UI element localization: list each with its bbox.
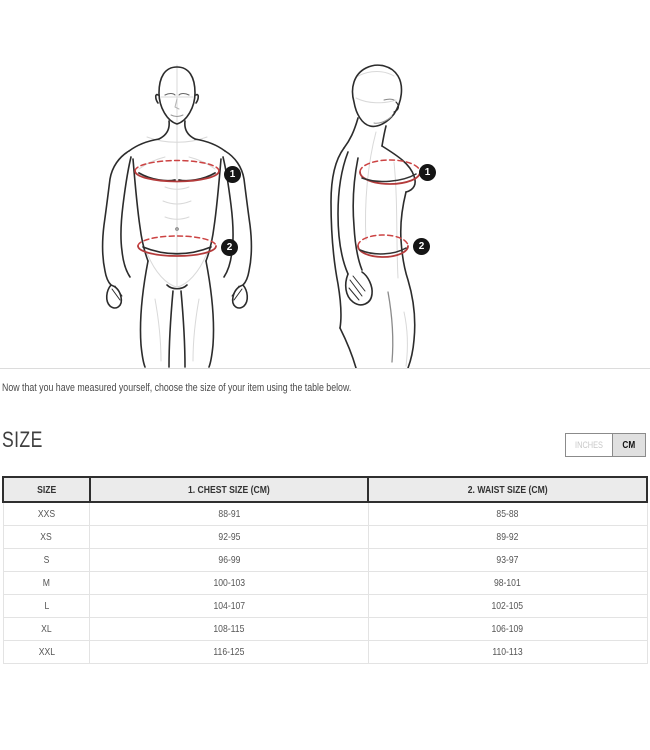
cell-chest-label: 104-107 [213, 599, 245, 612]
cell-waist [368, 594, 647, 617]
table-row [3, 617, 647, 640]
cell-waist-label: 85-88 [496, 507, 519, 520]
unit-toggle [565, 433, 646, 457]
cell-size-label: XXL [38, 645, 55, 658]
cell-chest-label: 88-91 [218, 507, 241, 520]
section-divider [0, 368, 650, 369]
side-waist-marker-badge: 2 [413, 238, 430, 255]
cell-waist-label: 106-109 [491, 622, 524, 635]
table-row [3, 502, 647, 525]
cell-size [3, 548, 90, 571]
inches-toggle-button[interactable] [566, 434, 613, 456]
cell-size-label: S [43, 553, 50, 566]
instruction-text-label: Now that you have measured yourself, choose the size of your item using the table below. [2, 382, 352, 394]
cell-size [3, 594, 90, 617]
cell-chest [90, 525, 369, 548]
front-waist-marker-badge: 2 [221, 239, 238, 256]
table-row [3, 594, 647, 617]
cm-toggle-label: CM [622, 439, 636, 451]
cell-size [3, 571, 90, 594]
header-size-label: SIZE [36, 483, 57, 496]
cell-chest [90, 502, 369, 525]
cell-chest [90, 640, 369, 663]
table-row [3, 548, 647, 571]
cell-chest [90, 594, 369, 617]
cell-waist-label: 98-101 [494, 576, 522, 589]
cell-waist [368, 502, 647, 525]
cell-size-label: XL [41, 622, 52, 635]
cell-size-label: XXS [37, 507, 56, 520]
cell-size-label: XS [40, 530, 53, 543]
cell-chest-label: 100-103 [213, 576, 245, 589]
size-chart-table [2, 476, 648, 664]
size-section-heading [2, 427, 53, 453]
front-chest-marker-badge: 1 [224, 166, 241, 183]
cell-chest-label: 108-115 [213, 622, 245, 635]
cell-size-label: M [42, 576, 51, 589]
header-waist [368, 477, 647, 502]
side-body-measurement-illustration [328, 62, 438, 368]
header-chest-label: 1. CHEST SIZE (CM) [188, 483, 271, 496]
cell-waist [368, 525, 647, 548]
cell-waist-label: 93-97 [496, 553, 519, 566]
cell-waist [368, 617, 647, 640]
table-row [3, 571, 647, 594]
cell-chest [90, 571, 369, 594]
cell-waist-label: 89-92 [496, 530, 519, 543]
table-header-row [3, 477, 647, 502]
cell-chest [90, 617, 369, 640]
front-body-measurement-illustration [95, 58, 260, 368]
header-size [3, 477, 90, 502]
cell-chest-label: 92-95 [218, 530, 241, 543]
side-chest-marker-badge: 1 [419, 164, 436, 181]
cell-waist [368, 640, 647, 663]
cell-waist-label: 110-113 [492, 645, 523, 658]
cell-chest [90, 548, 369, 571]
cell-waist [368, 571, 647, 594]
table-row [3, 640, 647, 663]
cell-waist [368, 548, 647, 571]
cell-size [3, 617, 90, 640]
inches-toggle-label: INCHES [575, 440, 603, 450]
header-chest [90, 477, 369, 502]
cm-toggle-button[interactable] [613, 434, 645, 456]
header-waist-label: 2. WAIST SIZE (CM) [467, 483, 548, 496]
cell-waist-label: 102-105 [491, 599, 524, 612]
cell-size-label: L [44, 599, 49, 612]
instruction-text [2, 382, 439, 394]
cell-size [3, 502, 90, 525]
table-row [3, 525, 647, 548]
size-heading-label: SIZE [2, 427, 43, 452]
cell-size [3, 525, 90, 548]
cell-chest-label: 116-125 [213, 645, 245, 658]
cell-size [3, 640, 90, 663]
cell-chest-label: 96-99 [218, 553, 241, 566]
